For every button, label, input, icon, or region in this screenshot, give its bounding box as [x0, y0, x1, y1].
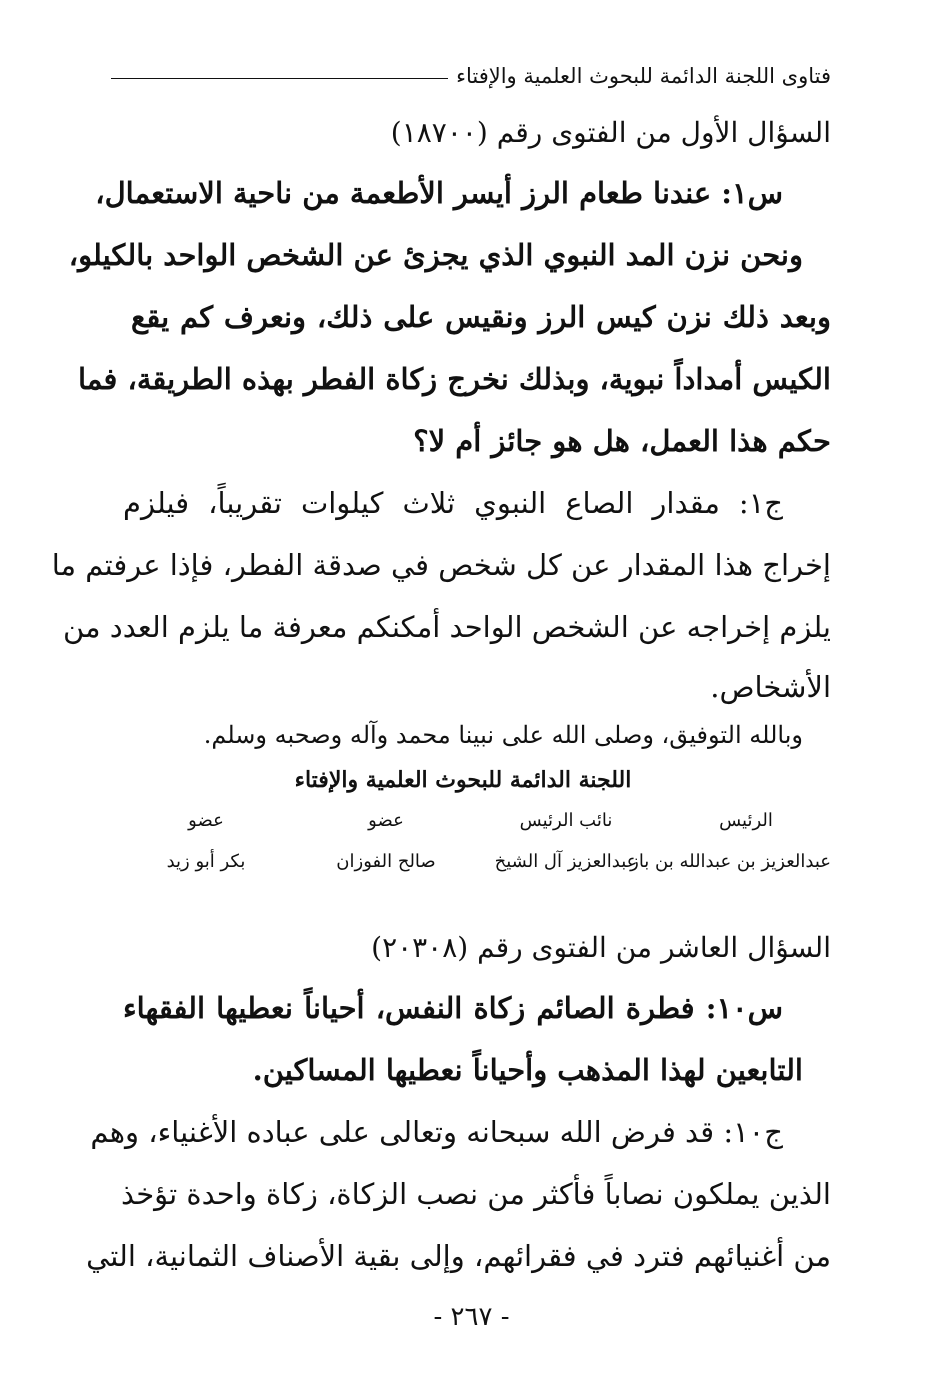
- question-1-line: الكيس أمداداً نبوية، وبذلك نخرج زكاة الفطر بهذه الطريقة، فما: [77, 362, 831, 396]
- committee-title: اللجنة الدائمة للبحوث العلمية والإفتاء: [294, 767, 632, 793]
- header-rule: [111, 78, 448, 79]
- answer-1-line: يلزم إخراجه عن الشخص الواحد أمكنكم معرفة ما يلزم العدد من: [62, 610, 831, 644]
- answer-10-line: الذين يملكون نصاباً فأكثر من نصب الزكاة، زكاة واحدة تؤخذ: [120, 1177, 831, 1211]
- signer-role: عضو: [188, 810, 224, 831]
- signer-name: عبدالعزيز آل الشيخ: [494, 851, 638, 872]
- answer-1-line: ج١: مقدار الصاع النبوي ثلاث كيلوات تقريباً، فيلزم: [123, 486, 783, 520]
- answer-1-line: الأشخاص.: [710, 670, 831, 704]
- answer-10-line: ج١٠: قد فرض الله سبحانه وتعالى على عباده الأغنياء، وهم: [90, 1115, 783, 1149]
- answer-1-line: إخراج هذا المقدار عن كل شخص في صدقة الفطر، فإذا عرفتم ما: [51, 548, 831, 582]
- signer-role: نائب الرئيس: [519, 810, 613, 831]
- signer-name: بكر أبو زيد: [166, 851, 246, 872]
- signers-names: [121, 842, 831, 882]
- page-number: - ٢٦٧ -: [433, 1302, 510, 1332]
- question-10-line: س١٠: فطرة الصائم زكاة النفس، أحياناً نعطيها الفقهاء: [123, 991, 783, 1025]
- signer-role: عضو: [368, 810, 404, 831]
- signer-role: الرئيس: [719, 810, 773, 831]
- question-1-line: س١: عندنا طعام الرز أيسر الأطعمة من ناحية الاستعمال،: [95, 176, 783, 210]
- answer-10-line: من أغنيائهم فترد في فقرائهم، وإلى بقية الأصناف الثمانية، التي: [86, 1239, 831, 1273]
- signer-name: صالح الفوزان: [336, 851, 436, 872]
- question-10-line: التابعين لهذا المذهب وأحياناً نعطيها المساكين.: [252, 1053, 803, 1087]
- question-1-line: ونحن نزن المد النبوي الذي يجزئ عن الشخص الواحد بالكيلو،: [68, 238, 803, 272]
- signers-roles: [121, 806, 831, 836]
- closing-prayer: وبالله التوفيق، وصلى الله على نبينا محمد وآله وصحبه وسلم.: [203, 721, 803, 749]
- question-1-heading: السؤال الأول من الفتوى رقم (١٨٧٠٠): [390, 116, 831, 149]
- question-1-line: حكم هذا العمل، هل هو جائز أم لا؟: [413, 424, 831, 458]
- question-10-heading: السؤال العاشر من الفتوى رقم (٢٠٣٠٨): [371, 931, 831, 964]
- header-title: فتاوى اللجنة الدائمة للبحوث العلمية والإفتاء: [456, 64, 831, 88]
- signer-name: عبدالعزيز بن عبدالله بن باز: [630, 851, 831, 872]
- question-1-line: وبعد ذلك نزن كيس الرز ونقيس على ذلك، ونعرف كم يقع: [131, 300, 831, 334]
- running-header: [111, 56, 831, 96]
